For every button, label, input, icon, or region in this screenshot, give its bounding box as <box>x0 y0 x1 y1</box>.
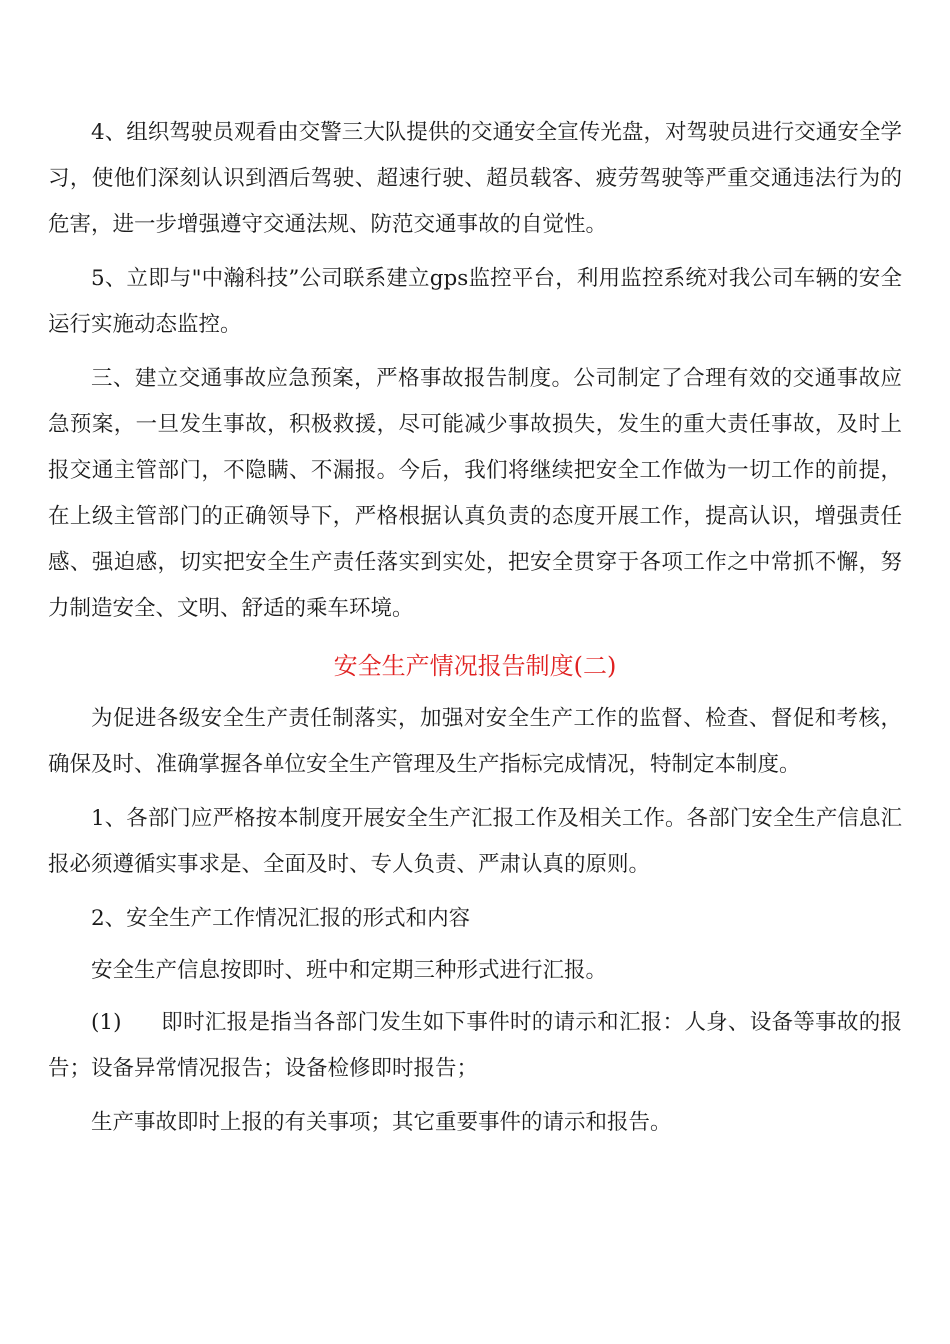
document-page <box>48 110 902 1154</box>
paragraph-section-3: 三、建立交通事故应急预案，严格事故报告制度。公司制定了合理有效的交通事故应急预案，一旦发生事故，积极救援，尽可能减少事故损失，发生的重大责任事故，及时上报交通主管部门，不隐瞒、不漏报。今后，我们将继续把安全工作做为一切工作的前提，在上级主管部门的正确领导下，严格根据认真负责的态度开展工作，提高认识，增强责任感、强迫感，切实把安全生产责任落实到实处，把安全贯穿于各项工作之中常抓不懈，努力制造安全、文明、舒适的乘车环境。 <box>48 366 902 621</box>
paragraph-rule-1: 1、各部门应严格按本制度开展安全生产汇报工作及相关工作。各部门安全生产信息汇报必须遵循实事求是、全面及时、专人负责、严肃认真的原则。 <box>48 806 902 877</box>
document-title: 安全生产情况报告制度(二) <box>333 652 617 680</box>
item-label: (1) <box>91 1010 122 1035</box>
item-text: 即时汇报是指当各部门发生如下事件时的请示和汇报：人身、设备等事故的报告；设备异常情况报告；设备检修即时报告； <box>48 1010 902 1081</box>
paragraph-rule-2: 2、安全生产工作情况汇报的形式和内容 <box>91 906 471 931</box>
paragraph-intro: 为促进各级安全生产责任制落实，加强对安全生产工作的监督、检查、督促和考核，确保及时、准确掌握各单位安全生产管理及生产指标完成情况，特制定本制度。 <box>48 706 902 777</box>
paragraph-item-5: 5、立即与"中瀚科技”公司联系建立gps监控平台，利用监控系统对我公司车辆的安全运行实施动态监控。 <box>48 266 902 337</box>
paragraph-item-4: 4、组织驾驶员观看由交警三大队提供的交通安全宣传光盘，对驾驶员进行交通安全学习，使他们深刻认识到酒后驾驶、超速行驶、超员载客、疲劳驾驶等严重交通违法行为的危害，进一步增强遵守交通法规、防范交通事故的自觉性。 <box>48 120 902 237</box>
paragraph-last: 生产事故即时上报的有关事项；其它重要事件的请示和报告。 <box>91 1110 672 1135</box>
paragraph-item-1 <box>48 1000 902 1092</box>
paragraph-report-forms: 安全生产信息按即时、班中和定期三种形式进行汇报。 <box>91 958 608 983</box>
